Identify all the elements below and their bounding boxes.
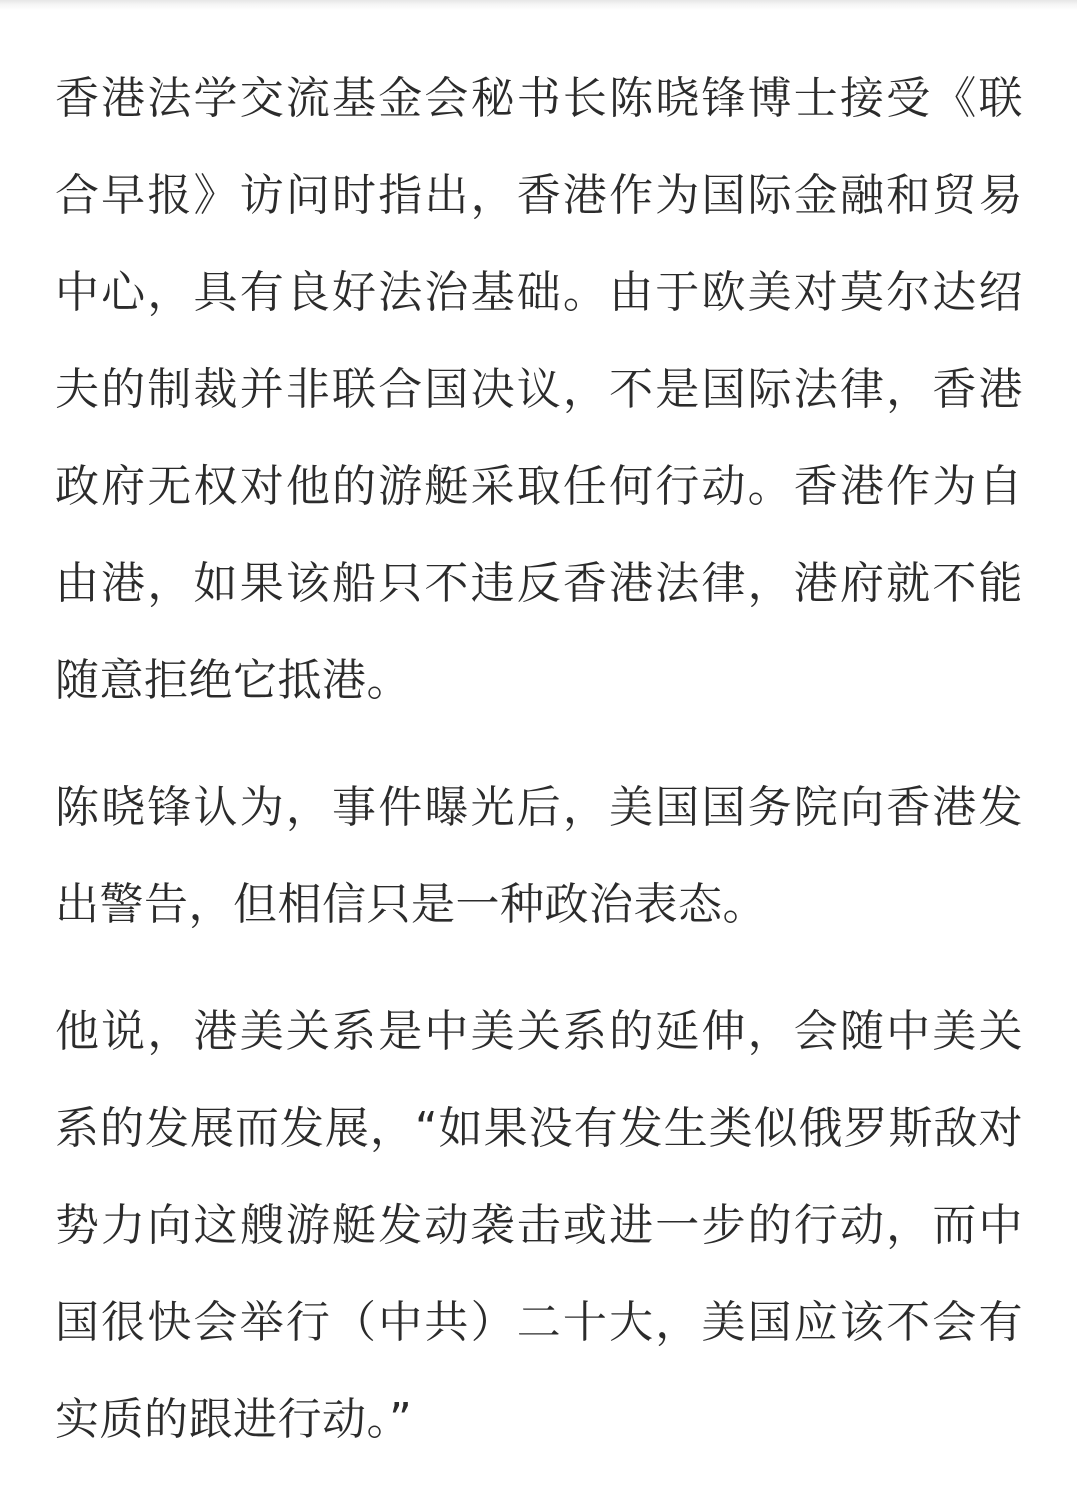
article-paragraph-2: 陈晓锋认为，事件曝光后，美国国务院向香港发出警告，但相信只是一种政治表态。 <box>55 782 1023 930</box>
article-paragraph-1: 香港法学交流基金会秘书长陈晓锋博士接受《联合早报》访问时指出，香港作为国际金融和贸易中心，具有良好法治基础。由于欧美对莫尔达绍夫的制裁并非联合国决议，不是国际法律，香港政府无权对他的游艇采取任何行动。香港作为自由港，如果该船只不违反香港法律，港府就不能随意拒绝它抵港。 <box>55 73 1023 706</box>
article-paragraph-3: 他说，港美关系是中美关系的延伸，会随中美关系的发展而发展，“如果没有发生类似俄罗斯敌对势力向这艘游艇发动袭击或进一步的行动，而中国很快会举行（中共）二十大，美国应该不会有实质的跟进行动。” <box>55 1006 1023 1445</box>
top-shadow-divider <box>0 0 1077 10</box>
article-body <box>55 50 1023 1468</box>
